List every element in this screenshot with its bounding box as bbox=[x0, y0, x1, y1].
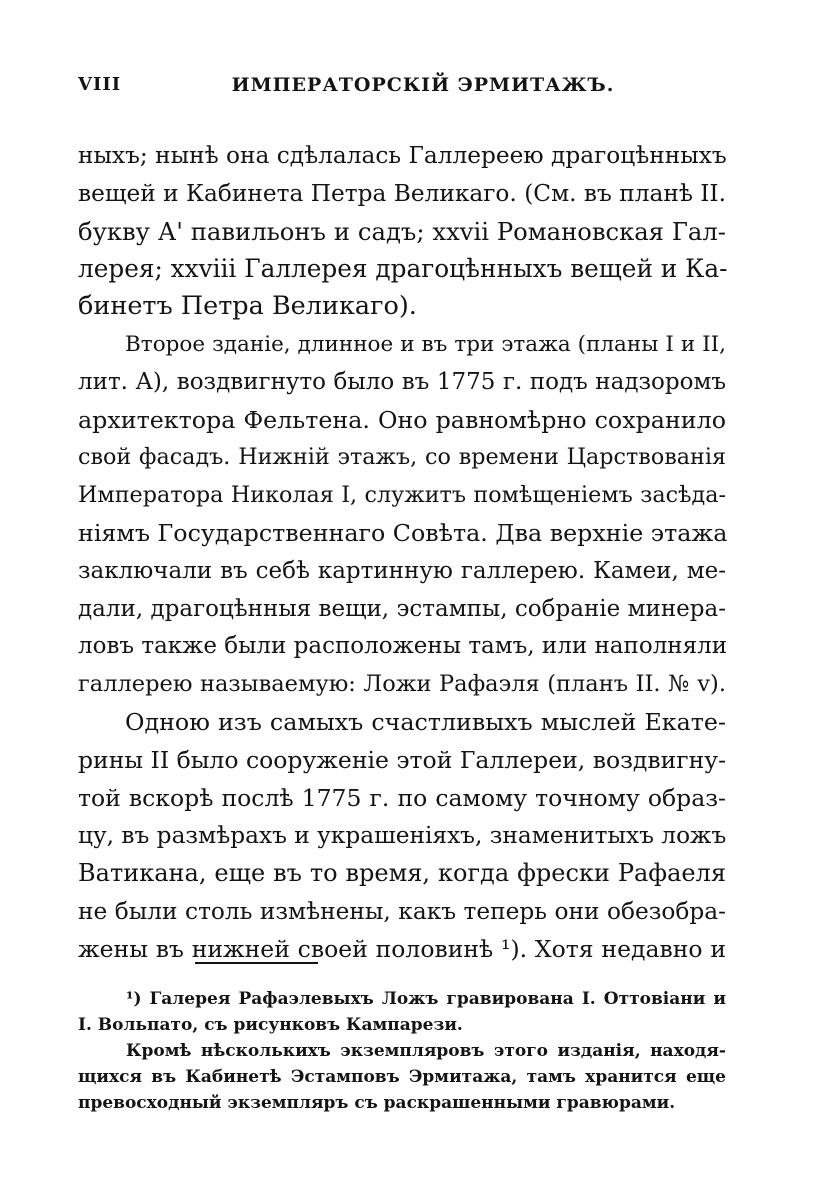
text-line: жены въ нижней своей половинѣ ¹). Хотя недавно и bbox=[78, 934, 726, 963]
text-line: Второе зданіе, длинное и въ три этажа (планы I и II, bbox=[125, 331, 726, 357]
page-header bbox=[78, 74, 738, 106]
footnote-line: щихся въ Кабинетѣ Эстамповъ Эрмитажа, тамъ хранится еще bbox=[78, 1067, 726, 1087]
text-line: лит. А), воздвигнуто было въ 1775 г. подъ надзоромъ bbox=[78, 368, 726, 395]
text-line: ловъ также были расположены тамъ, или наполняли bbox=[78, 633, 728, 660]
text-line: ныхъ; нынѣ она сдѣлалась Галлереею драгоцѣнныхъ bbox=[78, 142, 727, 169]
text-line: букву А' павильонъ и садъ; xxvii Романовская Гал- bbox=[78, 216, 726, 246]
footnotes bbox=[78, 986, 726, 1116]
text-line: Императора Николая I, служитъ помѣщеніемъ засѣда- bbox=[78, 482, 726, 509]
text-line: галлерею называемую: Ложи Рафаэля (планъ II. № v). bbox=[78, 671, 726, 698]
footnote-divider bbox=[195, 962, 318, 964]
text-line: бинетъ Петра Великаго). bbox=[78, 291, 417, 322]
text-line: дали, драгоцѣнныя вещи, эстампы, собраніе минера- bbox=[78, 595, 726, 622]
text-line: заключали въ себѣ картинную галлерею. Камеи, ме- bbox=[78, 557, 726, 584]
text-line: лерея; xxviii Галлерея драгоцѣнныхъ вещей и Ка- bbox=[78, 254, 728, 284]
footnote-line: превосходный экземпляръ съ раскрашенными гравюрами. bbox=[78, 1093, 676, 1113]
running-title: ИМПЕРАТОРСКІЙ ЭРМИТАЖЪ. bbox=[231, 74, 615, 96]
text-line: той вскорѣ послѣ 1775 г. по самому точному образ- bbox=[78, 783, 726, 812]
text-line: вещей и Кабинета Петра Великаго. (См. въ планѣ II. bbox=[78, 179, 727, 207]
text-line: Ватикана, еще въ то время, когда фрески Рафаеля bbox=[78, 859, 726, 888]
text-line: ніямъ Государственнаго Совѣта. Два верхніе этажа bbox=[78, 518, 728, 547]
text-line: цу, въ размѣрахъ и украшеніяхъ, знаменитыхъ ложъ bbox=[78, 822, 727, 850]
text-line: Одною изъ самыхъ счастливыхъ мыслей Екате- bbox=[125, 707, 726, 736]
body-text bbox=[78, 137, 726, 969]
page-number: VIII bbox=[78, 74, 122, 95]
text-line: не были столь измѣнены, какъ теперь они обезобра- bbox=[78, 897, 726, 925]
text-line: архитектора Фельтена. Оно равномѣрно сохранило bbox=[78, 405, 726, 434]
text-line: свой фасадъ. Нижній этажъ, со времени Царствованія bbox=[78, 444, 726, 471]
footnote-line: ¹) Галерея Рафаэлевыхъ Ложъ гравирована I. Оттовіани и bbox=[126, 989, 726, 1009]
footnote-line: I. Вольпато, съ рисунковъ Кампарези. bbox=[78, 1015, 463, 1035]
footnote-line: Кромѣ нѣсколькихъ экземпляровъ этого изданія, находя- bbox=[126, 1041, 726, 1061]
text-line: рины II было сооруженіе этой Галлереи, воздвигну- bbox=[78, 745, 727, 774]
